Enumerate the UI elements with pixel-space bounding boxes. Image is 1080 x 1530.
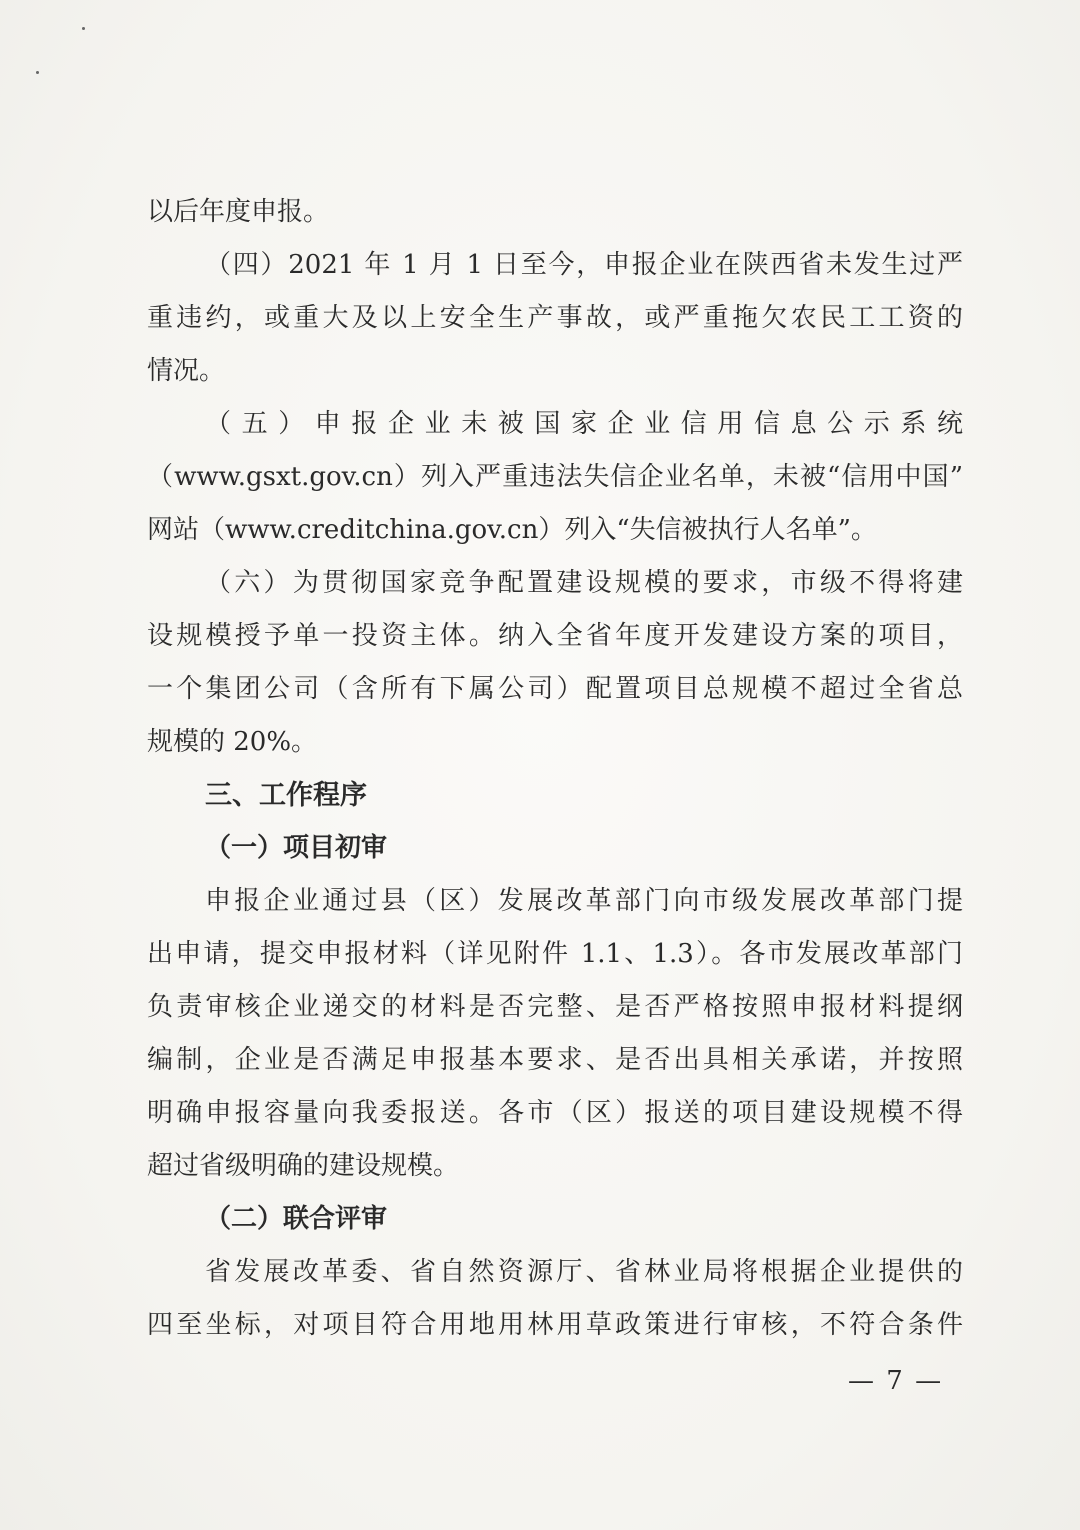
text-line: 一个集团公司（含所有下属公司）配置项目总规模不超过全省总 xyxy=(147,674,963,704)
scan-speck xyxy=(36,71,39,74)
text-line: 明确申报容量向我委报送。各市（区）报送的项目建设规模不得 xyxy=(147,1098,963,1128)
text-line: 出申请，提交申报材料（详见附件 1.1、1.3）。各市发展改革部门 xyxy=(147,939,963,969)
section-heading: 三、工作程序 xyxy=(205,780,367,811)
body-text xyxy=(147,186,963,1352)
text-line: 以后年度申报。 xyxy=(147,197,330,227)
text-line: 编制，企业是否满足申报基本要求、是否出具相关承诺，并按照 xyxy=(147,1045,963,1075)
text-line: 设规模授予单一投资主体。纳入全省年度开发建设方案的项目， xyxy=(147,621,963,651)
page-number: — 7 — xyxy=(848,1366,944,1396)
text-line: 超过省级明确的建设规模。 xyxy=(147,1151,460,1181)
text-line: （四）2021 年 1 月 1 日至今，申报企业在陕西省未发生过严 xyxy=(205,250,963,280)
text-line: 重违约，或重大及以上安全生产事故，或严重拖欠农民工工资的 xyxy=(147,303,963,333)
text-line: （www.gsxt.gov.cn）列入严重违法失信企业名单，未被“信用中国” xyxy=(147,462,963,492)
subsection-heading: （一）项目初审 xyxy=(205,833,388,863)
text-line: 四至坐标，对项目符合用地用林用草政策进行审核，不符合条件 xyxy=(147,1310,963,1340)
text-line: 网站（www.creditchina.gov.cn）列入“失信被执行人名单”。 xyxy=(147,515,877,545)
text-line: 负责审核企业递交的材料是否完整、是否严格按照申报材料提纲 xyxy=(147,992,963,1022)
text-line: 情况。 xyxy=(147,356,226,386)
subsection-heading: （二）联合评审 xyxy=(205,1204,388,1234)
text-line: （六）为贯彻国家竞争配置建设规模的要求，市级不得将建 xyxy=(205,568,963,598)
text-line: 申报企业通过县（区）发展改革部门向市级发展改革部门提 xyxy=(205,886,963,916)
scan-speck xyxy=(82,27,85,30)
text-line: （五）申报企业未被国家企业信用信息公示系统 xyxy=(205,409,963,439)
text-line: 省发展改革委、省自然资源厅、省林业局将根据企业提供的 xyxy=(205,1257,963,1287)
text-line: 规模的 20%。 xyxy=(147,727,318,757)
